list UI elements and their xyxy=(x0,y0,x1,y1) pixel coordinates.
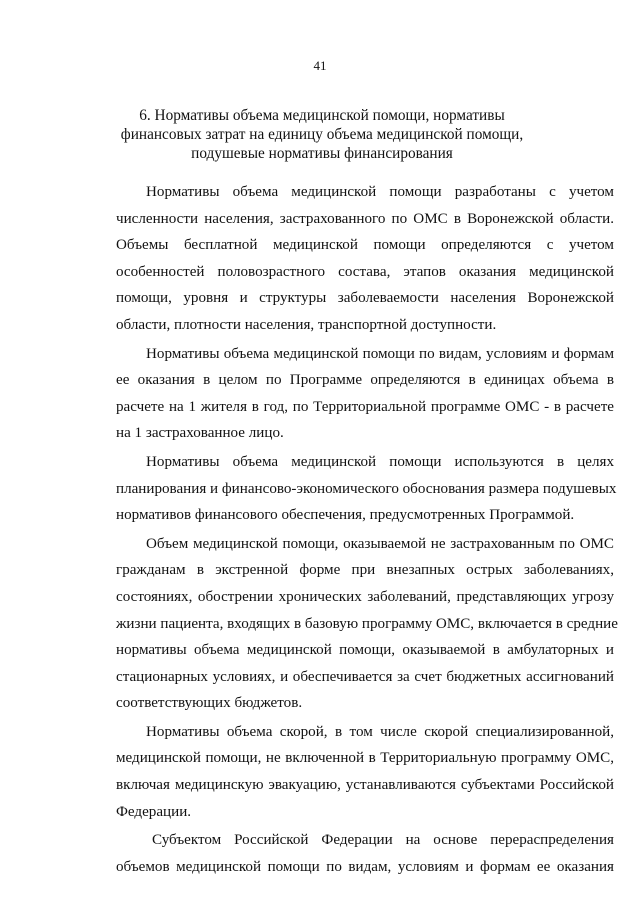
text-line: Нормативы объема медицинской помощи используются в целях xyxy=(146,453,614,470)
text-line: Нормативы объема медицинской помощи по видам, условиям и формам xyxy=(146,345,614,362)
paragraph xyxy=(116,719,614,825)
text-line: особенностей половозрастного состава, этапов оказания медицинской xyxy=(116,263,614,280)
paragraph xyxy=(116,179,614,339)
text-line: жизни пациента, входящих в базовую программу ОМС, включается в средние xyxy=(116,615,618,632)
text-line: расчете на 1 жителя в год, по Территориальной программе ОМС - в расчете xyxy=(116,398,614,415)
text-line: состояниях, обострении хронических заболеваний, представляющих угрозу xyxy=(116,588,614,605)
text-line: гражданам в экстренной форме при внезапных острых заболеваниях, xyxy=(116,562,614,579)
text-line: включая медицинскую эвакуацию, устанавливаются субъектами Российской xyxy=(116,777,614,794)
paragraph xyxy=(116,531,618,717)
text-line: нормативов финансового обеспечения, предусмотренных Программой. xyxy=(116,507,575,524)
text-line: ее оказания в целом по Программе определяются в единицах объема в xyxy=(116,372,614,389)
text-line: Нормативы объема скорой, в том числе скорой специализированной, xyxy=(146,723,614,740)
text-line: Субъектом Российской Федерации на основе перераспределения xyxy=(152,832,614,849)
text-line: стационарных условиях, и обеспечивается за счет бюджетных ассигнований xyxy=(116,668,614,685)
section-heading xyxy=(60,106,584,163)
heading-line: финансовых затрат на единицу объема медицинской помощи, xyxy=(120,126,524,143)
text-line: нормативы объема медицинской помощи, оказываемой в амбулаторных и xyxy=(116,642,614,659)
heading-line: 6. Нормативы объема медицинской помощи, нормативы xyxy=(139,107,505,124)
heading-line: подушевые нормативы финансирования xyxy=(191,145,453,162)
text-line: Федерации. xyxy=(116,803,192,820)
paragraph xyxy=(116,449,617,529)
text-line: области, плотности населения, транспортной доступности. xyxy=(116,316,497,333)
text-line: медицинской помощи, не включенной в Территориальную программу ОМС, xyxy=(116,750,614,767)
text-line: на 1 застрахованное лицо. xyxy=(116,425,284,442)
text-line: Объем медицинской помощи, оказываемой не застрахованным по ОМС xyxy=(146,535,614,552)
text-line: объемов медицинской помощи по видам, условиям и формам ее оказания xyxy=(116,858,614,875)
text-line: планирования и финансово-экономического обоснования размера подушевых xyxy=(116,480,617,497)
paragraph xyxy=(116,827,614,880)
text-line: Объемы бесплатной медицинской помощи определяются с учетом xyxy=(116,237,614,254)
page-number: 41 xyxy=(313,58,327,73)
text-line: Нормативы объема медицинской помощи разработаны с учетом xyxy=(146,184,614,200)
text-line: соответствующих бюджетов. xyxy=(116,695,303,712)
text-line: помощи, уровня и структуры заболеваемости населения Воронежской xyxy=(116,290,614,307)
document-body xyxy=(116,179,618,880)
paragraph xyxy=(116,341,614,447)
text-line: численности населения, застрахованного по ОМС в Воронежской области. xyxy=(116,210,614,227)
